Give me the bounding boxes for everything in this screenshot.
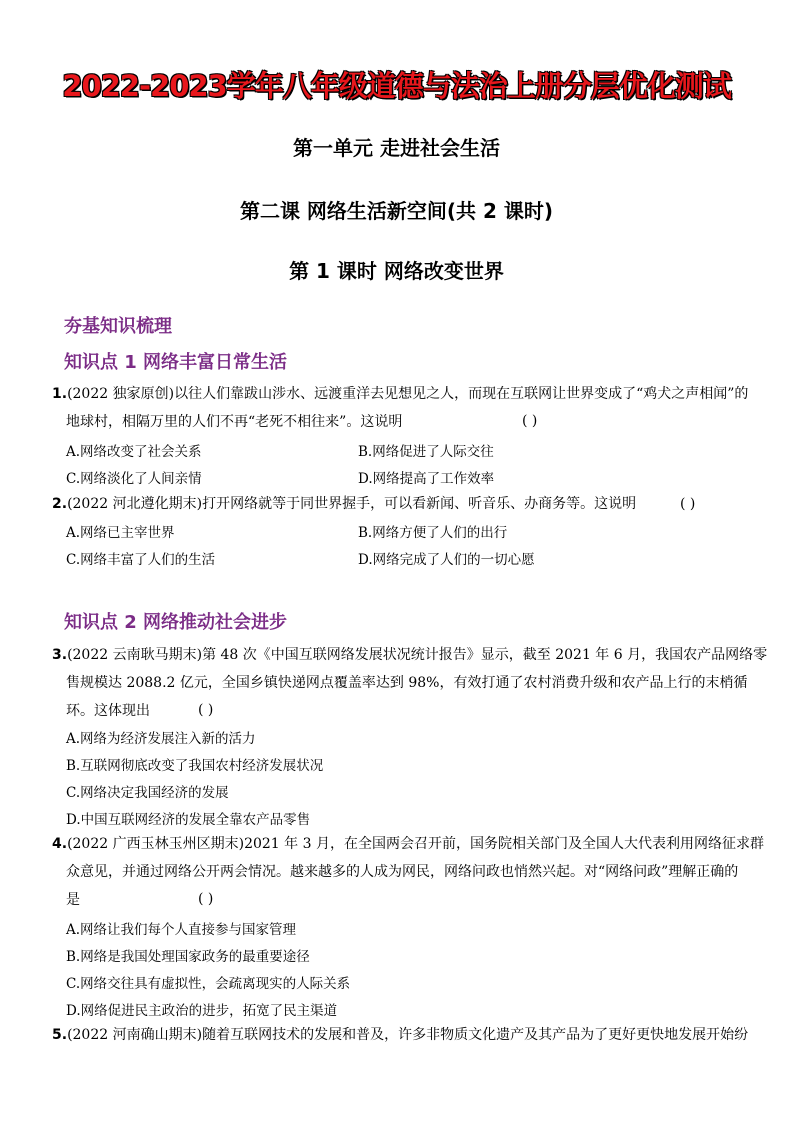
document-title: 2022-2023学年八年级道德与法治上册分层优化测试: [62, 69, 731, 103]
option-3c: C.网络决定我国经济的发展: [66, 785, 229, 801]
answer-blank-4: ( ): [198, 891, 214, 907]
option-1a: A.网络改变了社会关系: [66, 444, 202, 460]
option-1b: B.网络促进了人际交往: [358, 444, 494, 460]
question-1: 1.(2022 独家原创)以往人们靠跋山涉水、远渡重洋去见想见之人，而现在互联网让世界变成了“鸡犬之声相闻”的 地球村，相隔万里的人们不再“老死不相往来”。这说明: [52, 386, 749, 430]
option-3b: B.互联网彻底改变了我国农村经济发展状况: [66, 758, 324, 774]
option-2d: D.网络完成了人们的一切心愿: [358, 552, 535, 568]
lesson-heading: 第二课 网络生活新空间(共 2 课时): [239, 199, 554, 223]
question-5: 5.(2022 河南确山期末)随着互联网技术的发展和普及，许多非物质文化遗产及其产品为了更好更快地发展开始纷: [52, 1027, 749, 1043]
answer-blank-3: ( ): [198, 702, 214, 718]
question-3: 3.(2022 云南耿马期末)第 48 次《中国互联网络发展状况统计报告》显示，截至 2021 年 6 月，我国农产品网络零 售规模达 2088.2 亿元，全国乡镇快递网点覆盖率达到 98%，有效打通了农村消费升级和农产品上行的末梢循 环。这体现出: [52, 647, 768, 719]
answer-blank-2: ( ): [680, 496, 696, 512]
option-1d: D.网络提高了工作效率: [358, 471, 495, 487]
option-4d: D.网络促进民主政治的进步，拓宽了民主渠道: [66, 1003, 338, 1019]
option-2a: A.网络已主宰世界: [66, 525, 175, 541]
option-2c: C.网络丰富了人们的生活: [66, 552, 216, 568]
option-4b: B.网络是我国处理国家政务的最重要途径: [66, 949, 310, 965]
option-4c: C.网络交往具有虚拟性，会疏离现实的人际关系: [66, 976, 351, 992]
answer-blank-1: ( ): [522, 413, 538, 429]
option-3a: A.网络为经济发展注入新的活力: [66, 731, 256, 747]
option-1c: C.网络淡化了人间亲情: [66, 471, 202, 487]
option-4a: A.网络让我们每个人直接参与国家管理: [66, 922, 297, 938]
unit-heading: 第一单元 走进社会生活: [293, 136, 500, 160]
question-2: 2.(2022 河北遵化期末)打开网络就等于同世界握手，可以看新闻、听音乐、办商务等。这说明: [52, 496, 637, 512]
knowledge-point-2: 知识点 2 网络推动社会进步: [64, 612, 288, 633]
option-3d: D.中国互联网经济的发展全靠农产品零售: [66, 812, 311, 828]
knowledge-point-1: 知识点 1 网络丰富日常生活: [64, 352, 288, 373]
question-4: 4.(2022 广西玉林玉州区期末)2021 年 3 月，在全国两会召开前，国务院相关部门及全国人大代表利用网络征求群 众意见，并通过网络公开两会情况。越来越多的人成为网民，网络问政也悄然兴起。对“网络问政”理解正确的 是: [52, 836, 764, 908]
option-2b: B.网络方便了人们的出行: [358, 525, 508, 541]
period-heading: 第 1 课时 网络改变世界: [289, 259, 504, 283]
section-heading: 夯基知识梳理: [64, 316, 172, 337]
